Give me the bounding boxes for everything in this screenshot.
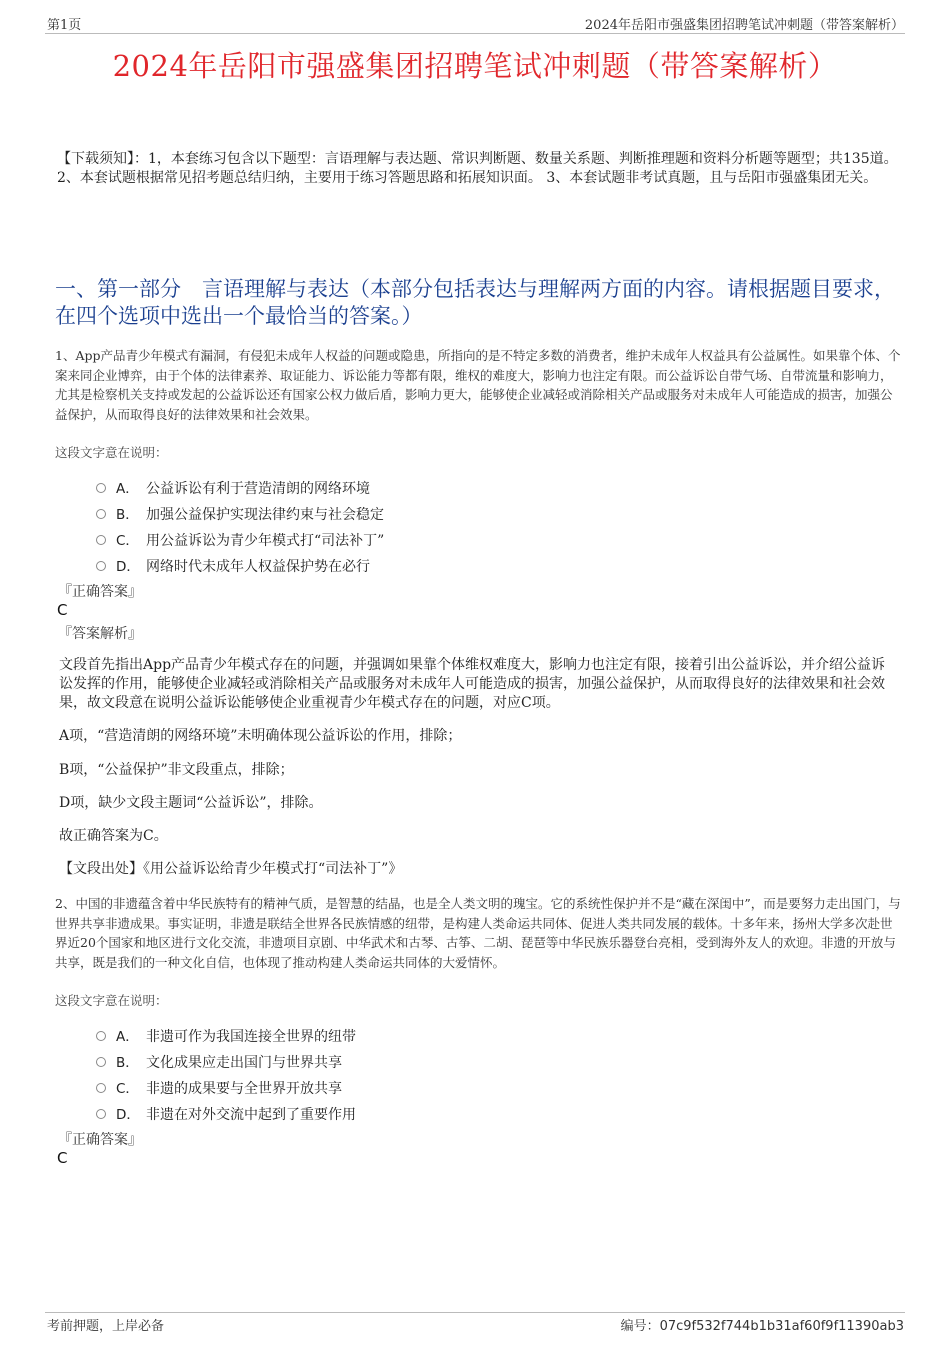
question-1-analysis-d: D项，缺少文段主题词“公益诉讼”，排除。	[59, 795, 323, 811]
question-2-option-b[interactable]: B． 文化成果应走出国门与世界共享	[96, 1051, 342, 1072]
radio-icon[interactable]	[96, 1083, 106, 1093]
question-2-option-a[interactable]: A． 非遗可作为我国连接全世界的纽带	[96, 1025, 356, 1046]
radio-icon[interactable]	[96, 483, 106, 493]
footer-divider	[45, 1312, 905, 1313]
running-title: 2024年岳阳市强盛集团招聘笔试冲刺题（带答案解析）	[584, 18, 904, 33]
radio-icon[interactable]	[96, 1057, 106, 1067]
question-1-answer-label: 『正确答案』	[58, 584, 142, 600]
page-number: 第1页	[47, 18, 82, 33]
radio-icon[interactable]	[96, 1031, 106, 1041]
question-1-analysis-a: A项，“营造清朗的网络环境”未明确体现公益诉讼的作用，排除；	[59, 728, 462, 744]
question-1-analysis-label: 『答案解析』	[58, 626, 142, 642]
question-2-option-d[interactable]: D． 非遗在对外交流中起到了重要作用	[96, 1103, 356, 1124]
question-1-option-b[interactable]: B． 加强公益保护实现法律约束与社会稳定	[96, 503, 384, 524]
question-1-answer: C	[57, 601, 68, 619]
question-1-prompt: 这段文字意在说明：	[55, 445, 168, 460]
question-1-analysis-conclusion: 故正确答案为C。	[59, 828, 168, 844]
radio-icon[interactable]	[96, 509, 106, 519]
section-heading: 一、第一部分 言语理解与表达（本部分包括表达与理解两方面的内容。请根据题目要求，在四个选项中选出一个最恰当的答案。）	[55, 277, 895, 328]
question-1-text: 1、App产品青少年模式有漏洞，有侵犯未成年人权益的问题或隐患，所指向的是不特定多数的消费者，维护未成年人权益具有公益属性。如果靠个体、个案来同企业博弈，由于个体的法律素养、取证能力、诉讼能力等都有限，维权的难度大，影响力也注定有限。而公益诉讼自带气场、自带流量和影响力，尤其是检察机关支持或发起的公益诉讼还有国家公权力做后盾，影响力更大，能够使企业减轻或消除相关产品或服务对未成年人可能造成的损害，加强公益保护，从而取得良好的法律效果和社会效果。	[55, 348, 901, 422]
question-2-text: 2、中国的非遗蕴含着中华民族特有的精神气质，是智慧的结晶，也是全人类文明的瑰宝。它的系统性保护并不是“藏在深闺中”，而是要努力走出国门，与世界共享非遗成果。事实证明，非遗是联结全世界各民族情感的纽带，是构建人类命运共同体、促进人类共同发展的载体。十多年来，扬州大学多次赴世界近20个国家和地区进行文化交流，非遗项目京剧、中华武术和古琴、古筝、二胡、琵琶等中华民族乐器登台亮相，受到海外友人的欢迎。非遗的开放与共享，既是我们的一种文化自信，也体现了推动构建人类命运共同体的大爱情怀。	[55, 896, 901, 970]
question-1-analysis-b: B项，“公益保护”非文段重点，排除；	[59, 762, 294, 778]
radio-icon[interactable]	[96, 561, 106, 571]
radio-icon[interactable]	[96, 535, 106, 545]
download-notice: 【下载须知】：1，本套练习包含以下题型：言语理解与表达题、常识判断题、数量关系题、判断推理题和资料分析题等题型；共135道。 2、本套试题根据常见招考题总结归纳，主要用于练习答题思路和拓展知识面。 3、本套试题非考试真题，且与岳阳市强盛集团无关。	[57, 151, 898, 186]
question-1-option-a[interactable]: A． 公益诉讼有利于营造清朗的网络环境	[96, 477, 370, 498]
header-divider	[45, 33, 905, 34]
question-2-option-c[interactable]: C． 非遗的成果要与全世界开放共享	[96, 1077, 342, 1098]
radio-icon[interactable]	[96, 1109, 106, 1119]
question-1-option-d[interactable]: D． 网络时代未成年人权益保护势在必行	[96, 555, 370, 576]
question-2-answer: C	[57, 1149, 68, 1167]
question-2-answer-label: 『正确答案』	[58, 1132, 142, 1148]
question-1-source: 【文段出处】《用公益诉讼给青少年模式打“司法补丁”》	[59, 861, 403, 877]
question-1-analysis-main: 文段首先指出App产品青少年模式存在的问题，并强调如果靠个体维权难度大，影响力也注定有限，接着引出公益诉讼，并介绍公益诉讼发挥的作用，能够使企业减轻或消除相关产品或服务对未成年人可能造成的损害，加强公益保护，从而取得良好的法律效果和社会效果，故文段意在说明公益诉讼能够使企业重视青少年模式存在的问题，对应C项。	[59, 657, 886, 711]
document-title: 2024年岳阳市强盛集团招聘笔试冲刺题（带答案解析）	[112, 49, 838, 83]
footer-slogan: 考前押题，上岸必备	[47, 1319, 165, 1334]
question-2-prompt: 这段文字意在说明：	[55, 993, 168, 1008]
question-1-option-c[interactable]: C． 用公益诉讼为青少年模式打“司法补丁”	[96, 529, 384, 550]
document-code: 编号：07c9f532f744b1b31af60f9f11390ab3	[620, 1319, 904, 1334]
